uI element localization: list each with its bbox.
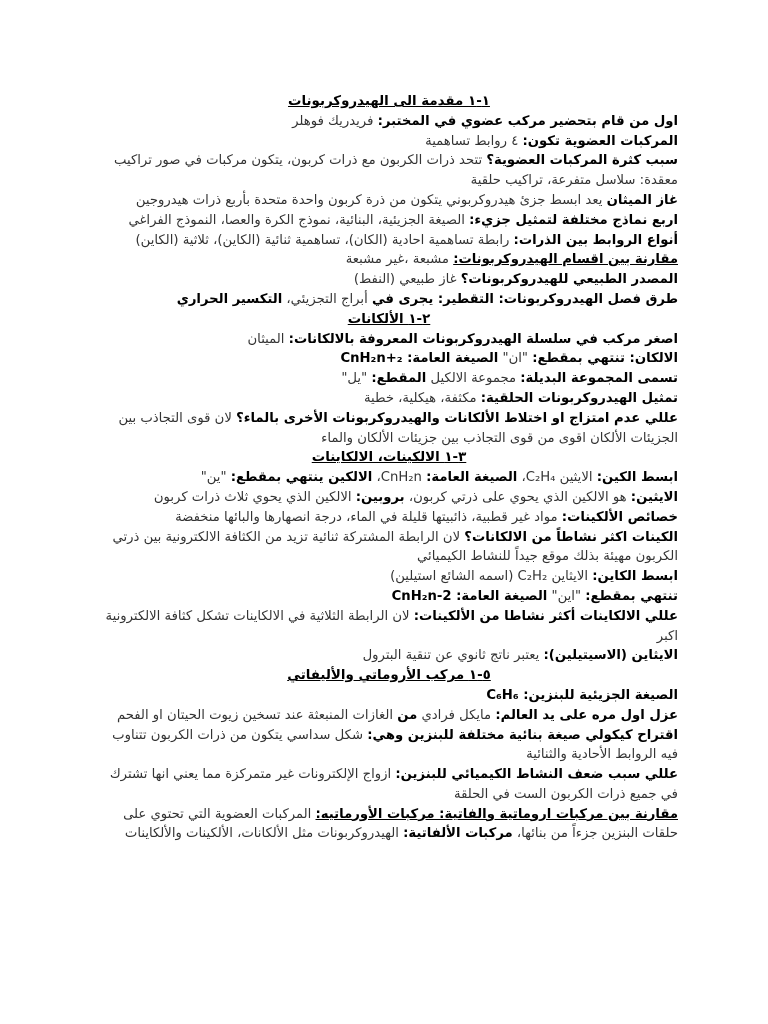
answer-text: لان قوى التجاذب بين الجزيئات الألكان اقوى من قوى التجاذب بين جزيئات الألكان والماء (118, 410, 678, 446)
question-label: اول من قام بتحضير مركب عضوي في المختبر: (377, 113, 678, 129)
question-label: عللي الالكاينات أكثر نشاطا من الألكينات: (413, 608, 678, 624)
answer-text: تتحد ذرات الكربون مع ذرات كربون، يتكون مركبات في صور تراكيب معقدة: سلاسل متفرعة، تراكيب حلقية (114, 153, 678, 189)
section-heading: ٣-١ الالكينات، الالكاينات (311, 450, 467, 466)
question-label: التكسير الحراري (176, 291, 283, 307)
question-label: مقارنة بين مركبات اروماتية والفاتية: مركبات الأورماتيه: (315, 806, 678, 822)
answer-text: أبراج التجزيئي، (282, 291, 372, 307)
answer-text: ٤ روابط تساهمية (425, 133, 523, 149)
section-heading: ١-١ مقدمة الى الهيدروكربونات (288, 94, 490, 109)
answer-text: غاز طبيعي (النفط) (353, 272, 461, 288)
answer-text: يعد ابسط جزئ هيدروكربوني يتكون من ذرة كربون واحدة متحدة بأربع ذرات هيدروجين (135, 192, 607, 208)
section-alkenes-alkynes (100, 448, 678, 666)
text-line (100, 191, 678, 211)
question-label: عزل اول مره على يد العالم: (495, 707, 678, 723)
question-label: طرق فصل الهيدروكربونات: التقطير: يجرى في (371, 291, 678, 307)
question-label: مقارنة بين اقسام الهيدروكربونات: (453, 252, 678, 268)
text-line (100, 389, 678, 409)
question-label: ابسط الكين: (596, 470, 678, 486)
text-line (100, 330, 678, 350)
answer-text: مكثفة، هيكلية، خطية (363, 390, 481, 406)
text-line (100, 528, 678, 568)
question-label: ابسط الكاين: (592, 569, 678, 585)
answer-text: مشبعة ،غير مشبعة (345, 252, 454, 268)
question-label: اقتراح كيكولي صيغة بنائية مختلفة للبنزين وهي: (367, 727, 678, 743)
text-line (100, 211, 678, 231)
text-line (100, 231, 678, 251)
question-label: المركبات العضوية تكون: (522, 133, 678, 149)
question-label: خصائص الألكينات: (561, 509, 678, 525)
text-line (100, 686, 678, 706)
question-label: بروبين: (355, 489, 405, 505)
formula-text: CnH₂n+₂ (340, 351, 408, 367)
section-heading: ٢-١ الألكانات (347, 311, 431, 327)
answer-text: فريدريك فوهلر (292, 113, 378, 129)
question-label: الالكين ينتهي بمقطع: (230, 470, 373, 486)
answer-text: "اين" (547, 588, 586, 604)
formula-text: C₆H₆ (486, 687, 524, 703)
question-label: تنتهي بمقطع: (585, 588, 678, 604)
question-label: عللي سبب ضعف النشاط الكيميائي للبنزين: (395, 767, 678, 783)
answer-text: الالكين الذي يحوي ثلاث ذرات كربون (153, 489, 356, 505)
text-line (100, 132, 678, 152)
answer-text: الصيغة الجزيئية، البنائية، نموذج الكرة والعصا، النموذج الفراغي (128, 212, 470, 228)
question-label: من (397, 707, 418, 723)
answer-text: مواد غير قطبية، ذائبيتها قليلة في الماء، درجة انصهارها والبائها منخفضة (175, 509, 562, 525)
text-line (100, 250, 678, 270)
text-line (100, 151, 678, 191)
text-line (100, 468, 678, 488)
question-label: الصيغة العامة: (407, 351, 499, 367)
answer-text: "ان" (498, 351, 533, 367)
text-line (100, 112, 678, 132)
answer-text: الهيدروكربونات مثل الألكانات، الألكينات والألكاينات (124, 826, 404, 842)
answer-text: مايكل فرادي (417, 707, 496, 723)
text-line (100, 587, 678, 607)
text-line (100, 369, 678, 389)
question-label: الصيغة العامة: (456, 588, 548, 604)
formula-text: CnH₂n-2 (391, 588, 457, 604)
answer-text: المركبات العضوية التي تحتوي على حلقات البنزين جزءاً من بنائها، (123, 806, 678, 842)
text-line (100, 349, 678, 369)
question-label: المقطع: (371, 371, 427, 387)
text-line (100, 706, 678, 726)
text-line (100, 409, 678, 449)
answer-text: الايثين C₂H₄، (517, 470, 597, 486)
answer-text: الايثاين C₂H₂ (اسمه الشائع استيلين) (390, 569, 593, 585)
text-line (100, 607, 678, 647)
question-label: مركبات الألفاتية: (403, 826, 513, 842)
document-page (100, 92, 678, 844)
question-label: الصيغة العامة: (426, 470, 518, 486)
section-aromatic-aliphatic (100, 666, 678, 844)
question-label: اربع نماذج مختلفة لتمثيل جزيء: (469, 212, 678, 228)
answer-text: مجموعة الالكيل (426, 371, 521, 387)
answer-text: الميثان (247, 331, 289, 347)
text-line (100, 290, 678, 310)
question-label: الايثاين (الاسيتيلين): (543, 648, 678, 664)
answer-text: "يل" (341, 371, 372, 387)
question-label: تمثيل الهيدروكربونات الحلقية: (480, 390, 678, 406)
question-label: أنواع الروابط بين الذرات: (513, 232, 678, 248)
section-alkanes (100, 310, 678, 449)
section-heading: ٥-١ مركب الأروماتي والأليفاتي (287, 668, 491, 684)
text-line (100, 765, 678, 805)
text-line (100, 270, 678, 290)
answer-text: "ين" (200, 470, 231, 486)
question-label: الالكان: تنتهي بمقطع: (532, 351, 678, 367)
question-label: الايثين: (630, 489, 678, 505)
answer-text: شكل سداسي يتكون من ذرات الكربون تتناوب فيه الروابط الأحادية والثنائية (112, 727, 678, 763)
question-label: تسمى المجموعة البديلة: (520, 371, 678, 387)
answer-text: لان الرابطة المشتركة ثنائية تزيد من الكثافة الالكترونية بين ذرتي الكربون مهيئة بذلك موقع جيداً للنشاط الكيميائي (112, 529, 678, 565)
answer-text: رابطة تساهمية احادية (الكان)، تساهمية ثنائية (الكاين)، ثلاثية (الكاين) (135, 232, 514, 248)
question-label: الكينات اكثر نشاطاً من الالكانات؟ (464, 529, 678, 545)
text-line (100, 567, 678, 587)
answer-text: لان الرابطة الثلاثية في الالكاينات تشكل كثافة الالكترونية اكبر (105, 608, 678, 644)
formula-text: CnH₂n، (372, 470, 427, 486)
answer-text: الغازات المنبعثة عند تسخين زيوت الحيتان او الفحم (116, 707, 398, 723)
question-label: المصدر الطبيعي للهيدروكربونات؟ (460, 272, 678, 288)
question-label: الصيغة الجزيئية للبنزين: (523, 687, 678, 703)
question-label: اصغر مركب في سلسلة الهيدروكربونات المعروفة بالالكانات: (288, 331, 678, 347)
text-line (100, 488, 678, 508)
text-line (100, 646, 678, 666)
text-line (100, 508, 678, 528)
answer-text: يعتبر ناتج ثانوي عن تنقية البترول (362, 648, 544, 664)
question-label: غاز الميثان (606, 192, 678, 208)
text-line (100, 805, 678, 845)
question-label: عللي عدم امتزاج او اختلاط الألكانات والهيدروكربونات الأخرى بالماء؟ (236, 410, 678, 426)
question-label: سبب كثرة المركبات العضوية؟ (486, 153, 678, 169)
section-intro-hydrocarbons (100, 92, 678, 310)
text-line (100, 726, 678, 766)
answer-text: ازواج الإلكترونات غير متمركزة مما يعني انها تشترك في جميع ذرات الكربون الست في الحلقة (109, 767, 678, 802)
answer-text: هو الالكين الذي يحوي على ذرتي كربون، (404, 489, 631, 505)
